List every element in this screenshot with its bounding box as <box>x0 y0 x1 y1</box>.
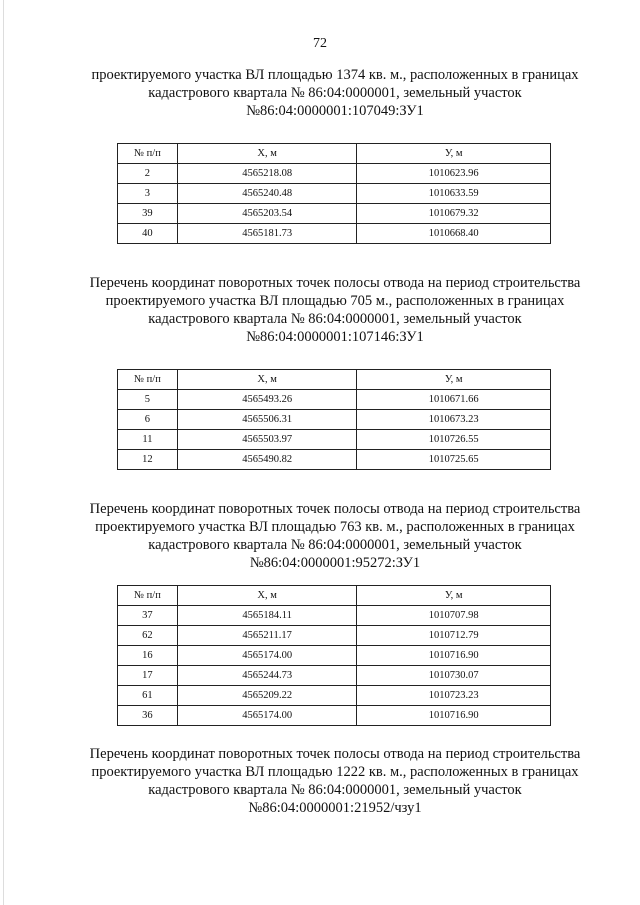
col-header-y: У, м <box>357 144 551 164</box>
section-1-heading <box>70 66 600 120</box>
cell-x: 4565490.82 <box>177 450 357 470</box>
col-header-number: № п/п <box>118 144 178 164</box>
cell-x: 4565240.48 <box>177 184 357 204</box>
section-2-heading <box>70 274 600 346</box>
cell-y: 1010668.40 <box>357 224 551 244</box>
cell-y: 1010730.07 <box>357 666 551 686</box>
cell-x: 4565174.00 <box>177 706 357 726</box>
heading-line: кадастрового квартала № 86:04:0000001, земельный участок <box>148 85 522 101</box>
cell-number: 5 <box>118 390 178 410</box>
heading-line: проектируемого участка ВЛ площадью 763 кв. м., расположенных в границах <box>95 519 575 535</box>
cell-x: 4565184.11 <box>177 606 357 626</box>
cell-x: 4565181.73 <box>177 224 357 244</box>
heading-line: Перечень координат поворотных точек полосы отвода на период строительства <box>89 501 581 517</box>
table-row <box>118 430 551 450</box>
cell-number: 61 <box>118 686 178 706</box>
heading-line: №86:04:0000001:107049:ЗУ1 <box>246 103 424 119</box>
cell-number: 40 <box>118 224 178 244</box>
table-row <box>118 686 551 706</box>
cell-x: 4565218.08 <box>177 164 357 184</box>
table-header-row <box>118 144 551 164</box>
cell-y: 1010633.59 <box>357 184 551 204</box>
table-row <box>118 646 551 666</box>
cell-x: 4565244.73 <box>177 666 357 686</box>
cell-number: 37 <box>118 606 178 626</box>
cell-x: 4565211.17 <box>177 626 357 646</box>
table-row <box>118 626 551 646</box>
table-row <box>118 410 551 430</box>
heading-line: Перечень координат поворотных точек полосы отвода на период строительства <box>89 746 581 762</box>
cell-x: 4565203.54 <box>177 204 357 224</box>
heading-line: №86:04:0000001:95272:ЗУ1 <box>249 555 421 571</box>
cell-y: 1010623.96 <box>357 164 551 184</box>
cell-y: 1010679.32 <box>357 204 551 224</box>
heading-line: №86:04:0000001:21952/чзу1 <box>248 800 422 816</box>
cell-y: 1010726.55 <box>357 430 551 450</box>
heading-line: Перечень координат поворотных точек полосы отвода на период строительства <box>89 275 581 291</box>
col-header-y: У, м <box>357 586 551 606</box>
cell-number: 62 <box>118 626 178 646</box>
section-3-heading <box>70 500 600 572</box>
table-row <box>118 204 551 224</box>
table-row <box>118 666 551 686</box>
col-header-x: Х, м <box>177 144 357 164</box>
cell-x: 4565209.22 <box>177 686 357 706</box>
section-4-heading <box>70 745 600 817</box>
cell-y: 1010671.66 <box>357 390 551 410</box>
cell-x: 4565506.31 <box>177 410 357 430</box>
cell-y: 1010716.90 <box>357 706 551 726</box>
col-header-y: У, м <box>357 370 551 390</box>
table-row <box>118 606 551 626</box>
col-header-number: № п/п <box>118 586 178 606</box>
table-row <box>118 390 551 410</box>
cell-number: 16 <box>118 646 178 666</box>
table-row <box>118 450 551 470</box>
cell-y: 1010725.65 <box>357 450 551 470</box>
heading-line: №86:04:0000001:107146:ЗУ1 <box>246 329 424 345</box>
cell-y: 1010716.90 <box>357 646 551 666</box>
cell-number: 11 <box>118 430 178 450</box>
scan-edge <box>3 0 4 905</box>
cell-number: 2 <box>118 164 178 184</box>
table-header-row <box>118 370 551 390</box>
heading-line: проектируемого участка ВЛ площадью 705 м., расположенных в границах <box>105 293 565 309</box>
cell-x: 4565503.97 <box>177 430 357 450</box>
cell-x: 4565493.26 <box>177 390 357 410</box>
heading-line: проектируемого участка ВЛ площадью 1374 кв. м., расположенных в границах <box>91 67 579 83</box>
heading-line: кадастрового квартала № 86:04:0000001, земельный участок <box>148 311 522 327</box>
cell-number: 39 <box>118 204 178 224</box>
col-header-x: Х, м <box>177 370 357 390</box>
page-number: 72 <box>313 36 327 51</box>
cell-number: 12 <box>118 450 178 470</box>
cell-x: 4565174.00 <box>177 646 357 666</box>
col-header-number: № п/п <box>118 370 178 390</box>
cell-number: 36 <box>118 706 178 726</box>
cell-y: 1010673.23 <box>357 410 551 430</box>
heading-line: кадастрового квартала № 86:04:0000001, земельный участок <box>148 537 522 553</box>
cell-number: 6 <box>118 410 178 430</box>
cell-number: 17 <box>118 666 178 686</box>
table-row <box>118 184 551 204</box>
table-row <box>118 224 551 244</box>
heading-line: проектируемого участка ВЛ площадью 1222 кв. м., расположенных в границах <box>91 764 579 780</box>
cell-y: 1010707.98 <box>357 606 551 626</box>
section-3-coordinates-table <box>117 585 551 726</box>
table-header-row <box>118 586 551 606</box>
cell-number: 3 <box>118 184 178 204</box>
cell-y: 1010712.79 <box>357 626 551 646</box>
table-row <box>118 164 551 184</box>
section-1-coordinates-table <box>117 143 551 244</box>
cell-y: 1010723.23 <box>357 686 551 706</box>
heading-line: кадастрового квартала № 86:04:0000001, земельный участок <box>148 782 522 798</box>
table-row <box>118 706 551 726</box>
section-2-coordinates-table <box>117 369 551 470</box>
col-header-x: Х, м <box>177 586 357 606</box>
